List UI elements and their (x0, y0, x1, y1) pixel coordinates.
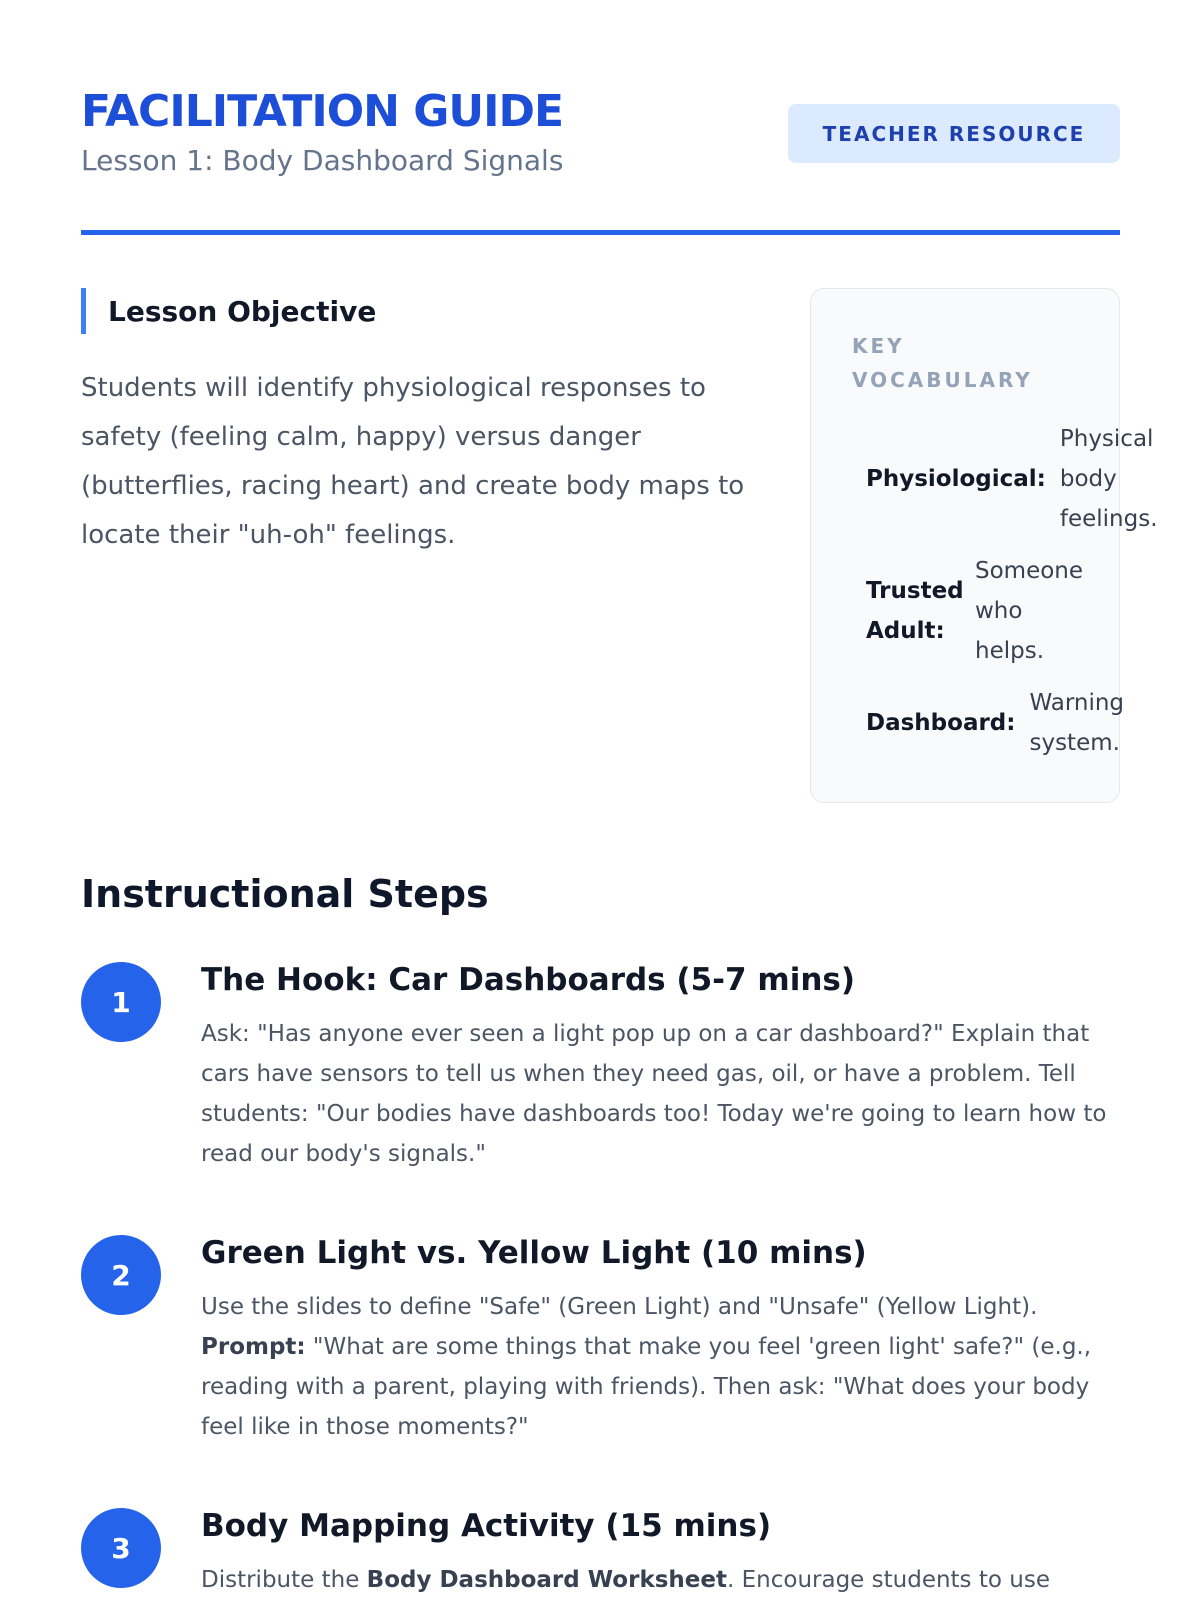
step-title: The Hook: Car Dashboards (5-7 mins) (201, 962, 856, 998)
instructional-step (81, 962, 1120, 1182)
step-text-rest: . Encourage students to use (727, 1567, 1050, 1593)
step-number-badge: 1 (81, 962, 161, 1042)
vocabulary-definition: Warning system. (1029, 690, 1125, 756)
lesson-subtitle: Lesson 1: Body Dashboard Signals (81, 144, 564, 177)
vocabulary-term: Trusted Adult: (866, 578, 964, 644)
step-text-intro: Use the slides to define "Safe" (Green Light) and "Unsafe" (Yellow Light). (201, 1294, 1038, 1320)
teacher-resource-badge: TEACHER RESOURCE (788, 104, 1120, 163)
vocabulary-term: Physiological: (866, 466, 1046, 492)
page-title: FACILITATION GUIDE (81, 86, 564, 137)
prompt-label: Prompt: (201, 1334, 306, 1360)
vocabulary-item (866, 419, 1165, 539)
lesson-objective-section (81, 288, 781, 560)
vocabulary-definition: Someone who helps. (975, 558, 1084, 664)
worksheet-name: Body Dashboard Worksheet (366, 1567, 727, 1593)
objective-text: Students will identify physiological responses to safety (feeling calm, happy) versus danger (butterflies, racing heart) and create body maps to locate their "uh-oh" feelings. (81, 373, 745, 550)
vocabulary-item (866, 683, 1129, 763)
objective-heading-text: Lesson Objective (108, 294, 377, 328)
vocabulary-definition: Physical body feelings. (1059, 426, 1158, 532)
step-title: Body Mapping Activity (15 mins) (201, 1508, 772, 1544)
step-text-rest: "What are some things that make you feel 'green light' safe?" (e.g., reading with a parent, playing with friends). Then ask: "What does your body feel like in those moments?" (201, 1334, 1092, 1440)
instructional-steps-heading: Instructional Steps (81, 872, 489, 916)
instructional-step (81, 1235, 1120, 1455)
page-header (81, 80, 1120, 235)
step-text-intro: Distribute the (201, 1567, 367, 1593)
vocabulary-item (866, 551, 1095, 671)
step-title: Green Light vs. Yellow Light (10 mins) (201, 1235, 867, 1271)
key-vocabulary-card (810, 288, 1158, 803)
step-number-badge: 3 (81, 1508, 161, 1588)
vocabulary-title: KEY VOCABULARY (852, 334, 1033, 392)
vocabulary-term: Dashboard: (866, 710, 1016, 736)
instructional-step (81, 1508, 1120, 1600)
step-description: Ask: "Has anyone ever seen a light pop up on a car dashboard?" Explain that cars have sensors to tell us when they need gas, oil, or have a problem. Tell students: "Our bodies have dashboards too! Today we're going to learn how to read our body's signals." (201, 1021, 1107, 1167)
objective-heading (81, 288, 781, 334)
step-description (201, 1287, 1121, 1447)
step-description (201, 1560, 1120, 1600)
step-number-badge: 2 (81, 1235, 161, 1315)
